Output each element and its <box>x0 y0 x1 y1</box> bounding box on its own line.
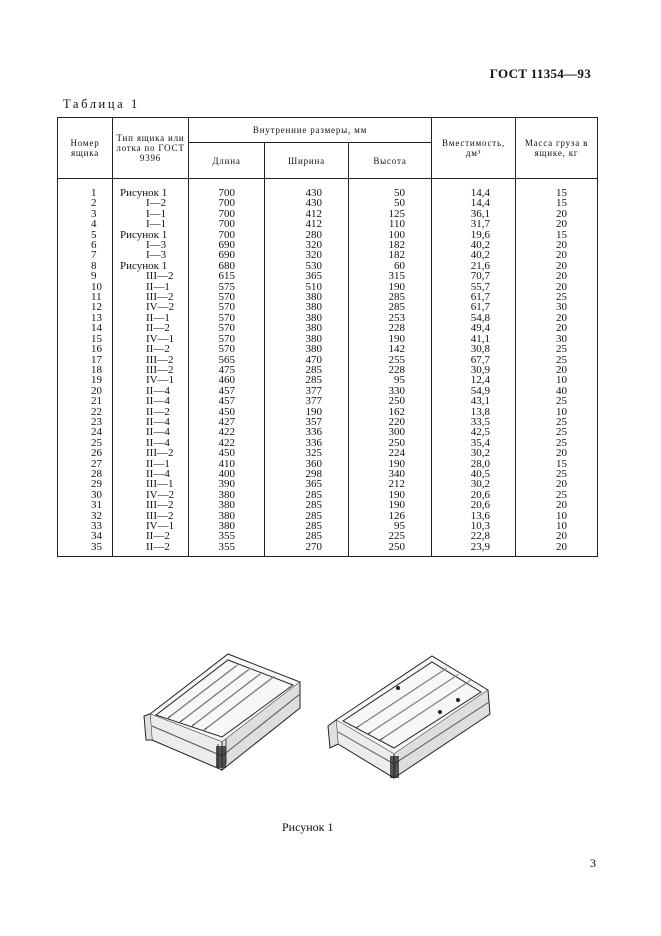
cell-width: 365 <box>265 271 349 281</box>
cell-length: 422 <box>189 438 265 448</box>
cell-height: 250 <box>349 542 432 557</box>
cell-length: 570 <box>189 302 265 312</box>
cell-volume: 28,0 <box>432 459 516 469</box>
cell-type: II—4 <box>113 438 189 448</box>
table-row <box>58 230 598 240</box>
cell-length: 570 <box>189 344 265 354</box>
table-caption: Таблица 1 <box>63 97 140 111</box>
table-row <box>58 355 598 365</box>
cell-volume: 70,7 <box>432 271 516 281</box>
cell-volume: 20,6 <box>432 500 516 510</box>
cell-volume: 61,7 <box>432 292 516 302</box>
cell-length: 355 <box>189 531 265 541</box>
table-row <box>58 500 598 510</box>
cell-volume: 55,7 <box>432 282 516 292</box>
cell-volume: 19,6 <box>432 230 516 240</box>
cell-mass: 15 <box>516 459 598 469</box>
cell-height: 220 <box>349 417 432 427</box>
cell-number: 3 <box>58 209 113 219</box>
cell-mass: 20 <box>516 240 598 250</box>
cell-width: 380 <box>265 323 349 333</box>
cell-height: 315 <box>349 271 432 281</box>
table-row <box>58 209 598 219</box>
table-row <box>58 179 598 199</box>
cell-type: II—4 <box>113 427 189 437</box>
cell-number: 22 <box>58 407 113 417</box>
cell-volume: 12,4 <box>432 375 516 385</box>
cell-type: II—2 <box>113 531 189 541</box>
cell-type: Рисунок 1 <box>113 261 189 271</box>
cell-height: 340 <box>349 469 432 479</box>
cell-length: 427 <box>189 417 265 427</box>
cell-mass: 25 <box>516 469 598 479</box>
table-row <box>58 511 598 521</box>
cell-length: 700 <box>189 198 265 208</box>
cell-length: 450 <box>189 448 265 458</box>
cell-type: III—2 <box>113 355 189 365</box>
cell-number: 30 <box>58 490 113 500</box>
cell-length: 690 <box>189 240 265 250</box>
header-height: Высота <box>349 143 432 179</box>
cell-number: 19 <box>58 375 113 385</box>
table-row <box>58 417 598 427</box>
cell-volume: 23,9 <box>432 542 516 557</box>
cell-number: 35 <box>58 542 113 557</box>
cell-number: 16 <box>58 344 113 354</box>
cell-type: Рисунок 1 <box>113 179 189 199</box>
cell-number: 15 <box>58 334 113 344</box>
cell-mass: 20 <box>516 531 598 541</box>
cell-number: 25 <box>58 438 113 448</box>
cell-height: 228 <box>349 365 432 375</box>
cell-mass: 20 <box>516 282 598 292</box>
cell-mass: 25 <box>516 427 598 437</box>
cell-number: 2 <box>58 198 113 208</box>
cell-type: II—2 <box>113 323 189 333</box>
cell-width: 190 <box>265 407 349 417</box>
cell-mass: 15 <box>516 198 598 208</box>
cell-height: 190 <box>349 459 432 469</box>
cell-width: 285 <box>265 490 349 500</box>
cell-width: 320 <box>265 240 349 250</box>
cell-length: 390 <box>189 479 265 489</box>
cell-volume: 35,4 <box>432 438 516 448</box>
cell-height: 60 <box>349 261 432 271</box>
cell-width: 470 <box>265 355 349 365</box>
table-row <box>58 521 598 531</box>
cell-width: 280 <box>265 230 349 240</box>
cell-number: 11 <box>58 292 113 302</box>
cell-height: 125 <box>349 209 432 219</box>
cell-width: 510 <box>265 282 349 292</box>
cell-height: 330 <box>349 386 432 396</box>
cell-number: 5 <box>58 230 113 240</box>
header-volume: Вместимость, дм³ <box>432 118 516 179</box>
cell-number: 20 <box>58 386 113 396</box>
cell-volume: 30,2 <box>432 448 516 458</box>
cell-mass: 25 <box>516 417 598 427</box>
cell-type: IV—1 <box>113 521 189 531</box>
cell-volume: 40,2 <box>432 240 516 250</box>
cell-length: 460 <box>189 375 265 385</box>
table-row <box>58 469 598 479</box>
cell-length: 457 <box>189 386 265 396</box>
cell-mass: 20 <box>516 250 598 260</box>
header-type: Тип ящика или лотка по ГОСТ 9396 <box>113 118 189 179</box>
cell-volume: 20,6 <box>432 490 516 500</box>
cell-height: 224 <box>349 448 432 458</box>
cell-volume: 21,6 <box>432 261 516 271</box>
cell-number: 17 <box>58 355 113 365</box>
cell-length: 700 <box>189 209 265 219</box>
cell-height: 50 <box>349 179 432 199</box>
cell-type: I—3 <box>113 250 189 260</box>
table-row <box>58 490 598 500</box>
cell-number: 32 <box>58 511 113 521</box>
cell-height: 95 <box>349 375 432 385</box>
table-row <box>58 334 598 344</box>
cell-length: 410 <box>189 459 265 469</box>
cell-number: 7 <box>58 250 113 260</box>
cell-mass: 20 <box>516 313 598 323</box>
cell-length: 615 <box>189 271 265 281</box>
cell-height: 95 <box>349 521 432 531</box>
table-row <box>58 365 598 375</box>
cell-width: 360 <box>265 459 349 469</box>
cell-type: II—4 <box>113 386 189 396</box>
cell-type: II—1 <box>113 459 189 469</box>
table-row <box>58 375 598 385</box>
cell-length: 400 <box>189 469 265 479</box>
cell-volume: 30,2 <box>432 479 516 489</box>
cell-type: I—1 <box>113 219 189 229</box>
table-row <box>58 396 598 406</box>
cell-volume: 54,8 <box>432 313 516 323</box>
table-row <box>58 240 598 250</box>
cell-height: 50 <box>349 198 432 208</box>
cell-width: 430 <box>265 198 349 208</box>
cell-length: 570 <box>189 323 265 333</box>
cell-height: 126 <box>349 511 432 521</box>
cell-height: 228 <box>349 323 432 333</box>
cell-mass: 25 <box>516 344 598 354</box>
cell-mass: 15 <box>516 230 598 240</box>
header-number: Номер ящика <box>58 118 113 179</box>
cell-volume: 31,7 <box>432 219 516 229</box>
cell-volume: 40,2 <box>432 250 516 260</box>
cell-type: II—2 <box>113 344 189 354</box>
cell-number: 21 <box>58 396 113 406</box>
cell-mass: 10 <box>516 407 598 417</box>
cell-width: 530 <box>265 261 349 271</box>
cell-width: 412 <box>265 219 349 229</box>
cell-number: 8 <box>58 261 113 271</box>
cell-volume: 22,8 <box>432 531 516 541</box>
cell-width: 357 <box>265 417 349 427</box>
cell-mass: 20 <box>516 542 598 557</box>
dimensions-table <box>57 117 598 557</box>
cell-number: 23 <box>58 417 113 427</box>
cell-length: 690 <box>189 250 265 260</box>
cell-volume: 36,1 <box>432 209 516 219</box>
cell-width: 380 <box>265 302 349 312</box>
cell-length: 565 <box>189 355 265 365</box>
document-code: ГОСТ 11354—93 <box>489 66 591 81</box>
cell-volume: 41,1 <box>432 334 516 344</box>
cell-mass: 25 <box>516 355 598 365</box>
cell-type: I—3 <box>113 240 189 250</box>
cell-mass: 40 <box>516 386 598 396</box>
cell-length: 380 <box>189 521 265 531</box>
table-row <box>58 427 598 437</box>
cell-volume: 10,3 <box>432 521 516 531</box>
cell-width: 325 <box>265 448 349 458</box>
cell-number: 26 <box>58 448 113 458</box>
cell-length: 457 <box>189 396 265 406</box>
cell-mass: 20 <box>516 365 598 375</box>
cell-height: 225 <box>349 531 432 541</box>
cell-width: 365 <box>265 479 349 489</box>
cell-number: 10 <box>58 282 113 292</box>
cell-type: II—1 <box>113 282 189 292</box>
figure-caption: Рисунок 1 <box>282 820 334 834</box>
cell-height: 162 <box>349 407 432 417</box>
cell-width: 285 <box>265 521 349 531</box>
cell-volume: 30,8 <box>432 344 516 354</box>
cell-width: 320 <box>265 250 349 260</box>
cell-width: 285 <box>265 375 349 385</box>
cell-height: 255 <box>349 355 432 365</box>
cell-mass: 30 <box>516 302 598 312</box>
table-row <box>58 292 598 302</box>
table-row <box>58 261 598 271</box>
cell-volume: 13,8 <box>432 407 516 417</box>
cell-length: 700 <box>189 179 265 199</box>
cell-number: 27 <box>58 459 113 469</box>
cell-volume: 61,7 <box>432 302 516 312</box>
tray-left <box>144 654 300 770</box>
cell-type: II—1 <box>113 313 189 323</box>
cell-volume: 54,9 <box>432 386 516 396</box>
table-row <box>58 302 598 312</box>
cell-mass: 10 <box>516 521 598 531</box>
cell-height: 285 <box>349 302 432 312</box>
cell-height: 285 <box>349 292 432 302</box>
cell-volume: 67,7 <box>432 355 516 365</box>
cell-number: 9 <box>58 271 113 281</box>
cell-type: III—2 <box>113 448 189 458</box>
cell-length: 380 <box>189 490 265 500</box>
cell-mass: 10 <box>516 511 598 521</box>
header-length: Длина <box>189 143 265 179</box>
cell-number: 6 <box>58 240 113 250</box>
cell-volume: 40,5 <box>432 469 516 479</box>
header-inner-dims: Внутренние размеры, мм <box>189 118 432 143</box>
cell-type: Рисунок 1 <box>113 230 189 240</box>
cell-number: 24 <box>58 427 113 437</box>
cell-mass: 20 <box>516 479 598 489</box>
cell-volume: 49,4 <box>432 323 516 333</box>
table-row <box>58 386 598 396</box>
cell-length: 380 <box>189 500 265 510</box>
cell-height: 212 <box>349 479 432 489</box>
cell-number: 4 <box>58 219 113 229</box>
cell-type: IV—2 <box>113 490 189 500</box>
cell-type: IV—1 <box>113 375 189 385</box>
cell-width: 380 <box>265 344 349 354</box>
cell-type: IV—1 <box>113 334 189 344</box>
cell-mass: 25 <box>516 438 598 448</box>
cell-width: 430 <box>265 179 349 199</box>
cell-length: 680 <box>189 261 265 271</box>
cell-mass: 20 <box>516 261 598 271</box>
cell-volume: 43,1 <box>432 396 516 406</box>
cell-length: 355 <box>189 542 265 557</box>
cell-number: 28 <box>58 469 113 479</box>
cell-width: 285 <box>265 365 349 375</box>
cell-width: 285 <box>265 500 349 510</box>
cell-mass: 20 <box>516 500 598 510</box>
cell-height: 253 <box>349 313 432 323</box>
cell-volume: 14,4 <box>432 179 516 199</box>
cell-length: 450 <box>189 407 265 417</box>
cell-number: 1 <box>58 179 113 199</box>
cell-number: 31 <box>58 500 113 510</box>
cell-type: III—2 <box>113 271 189 281</box>
cell-height: 190 <box>349 490 432 500</box>
tray-right <box>328 656 490 778</box>
cell-height: 182 <box>349 240 432 250</box>
table-row <box>58 323 598 333</box>
cell-type: II—4 <box>113 417 189 427</box>
cell-length: 422 <box>189 427 265 437</box>
cell-length: 700 <box>189 219 265 229</box>
cell-height: 190 <box>349 500 432 510</box>
header-mass: Масса груза в ящике, кг <box>516 118 598 179</box>
cell-height: 100 <box>349 230 432 240</box>
header-width: Ширина <box>265 143 349 179</box>
table-row <box>58 313 598 323</box>
cell-number: 18 <box>58 365 113 375</box>
cell-width: 336 <box>265 427 349 437</box>
cell-height: 190 <box>349 282 432 292</box>
cell-number: 12 <box>58 302 113 312</box>
cell-width: 380 <box>265 334 349 344</box>
cell-length: 570 <box>189 334 265 344</box>
cell-mass: 20 <box>516 448 598 458</box>
cell-length: 575 <box>189 282 265 292</box>
cell-type: II—4 <box>113 469 189 479</box>
cell-mass: 15 <box>516 179 598 199</box>
cell-height: 110 <box>349 219 432 229</box>
table-row <box>58 479 598 489</box>
cell-mass: 20 <box>516 209 598 219</box>
table-row <box>58 542 598 557</box>
table-row <box>58 407 598 417</box>
cell-width: 380 <box>265 313 349 323</box>
cell-width: 285 <box>265 511 349 521</box>
cell-volume: 33,5 <box>432 417 516 427</box>
cell-type: III—1 <box>113 479 189 489</box>
cell-type: II—2 <box>113 542 189 557</box>
cell-length: 570 <box>189 292 265 302</box>
table-row <box>58 344 598 354</box>
cell-height: 300 <box>349 427 432 437</box>
table-row <box>58 282 598 292</box>
cell-height: 182 <box>349 250 432 260</box>
cell-type: II—2 <box>113 407 189 417</box>
table-row <box>58 531 598 541</box>
cell-height: 250 <box>349 438 432 448</box>
cell-width: 270 <box>265 542 349 557</box>
cell-length: 570 <box>189 313 265 323</box>
cell-mass: 20 <box>516 271 598 281</box>
cell-volume: 42,5 <box>432 427 516 437</box>
cell-number: 34 <box>58 531 113 541</box>
cell-mass: 30 <box>516 334 598 344</box>
cell-width: 380 <box>265 292 349 302</box>
cell-mass: 10 <box>516 375 598 385</box>
cell-width: 336 <box>265 438 349 448</box>
cell-width: 412 <box>265 209 349 219</box>
cell-mass: 25 <box>516 396 598 406</box>
box-illustration <box>140 636 510 786</box>
cell-volume: 14,4 <box>432 198 516 208</box>
cell-width: 377 <box>265 396 349 406</box>
cell-number: 33 <box>58 521 113 531</box>
table-row <box>58 271 598 281</box>
cell-volume: 13,6 <box>432 511 516 521</box>
cell-width: 298 <box>265 469 349 479</box>
cell-type: III—2 <box>113 511 189 521</box>
cell-width: 377 <box>265 386 349 396</box>
cell-volume: 30,9 <box>432 365 516 375</box>
cell-number: 14 <box>58 323 113 333</box>
cell-height: 250 <box>349 396 432 406</box>
cell-type: II—4 <box>113 396 189 406</box>
cell-length: 380 <box>189 511 265 521</box>
cell-mass: 20 <box>516 323 598 333</box>
cell-type: I—1 <box>113 209 189 219</box>
cell-height: 142 <box>349 344 432 354</box>
table-row <box>58 438 598 448</box>
cell-type: I—2 <box>113 198 189 208</box>
cell-length: 700 <box>189 230 265 240</box>
table-row <box>58 198 598 208</box>
cell-height: 190 <box>349 334 432 344</box>
cell-mass: 25 <box>516 292 598 302</box>
cell-width: 285 <box>265 531 349 541</box>
cell-type: III—2 <box>113 292 189 302</box>
page-number: 3 <box>590 856 596 870</box>
cell-type: III—2 <box>113 365 189 375</box>
table-row <box>58 448 598 458</box>
cell-type: IV—2 <box>113 302 189 312</box>
cell-number: 29 <box>58 479 113 489</box>
cell-number: 13 <box>58 313 113 323</box>
cell-mass: 25 <box>516 490 598 500</box>
cell-length: 475 <box>189 365 265 375</box>
table-row <box>58 459 598 469</box>
cell-type: III—2 <box>113 500 189 510</box>
table-body <box>58 179 598 557</box>
cell-mass: 20 <box>516 219 598 229</box>
